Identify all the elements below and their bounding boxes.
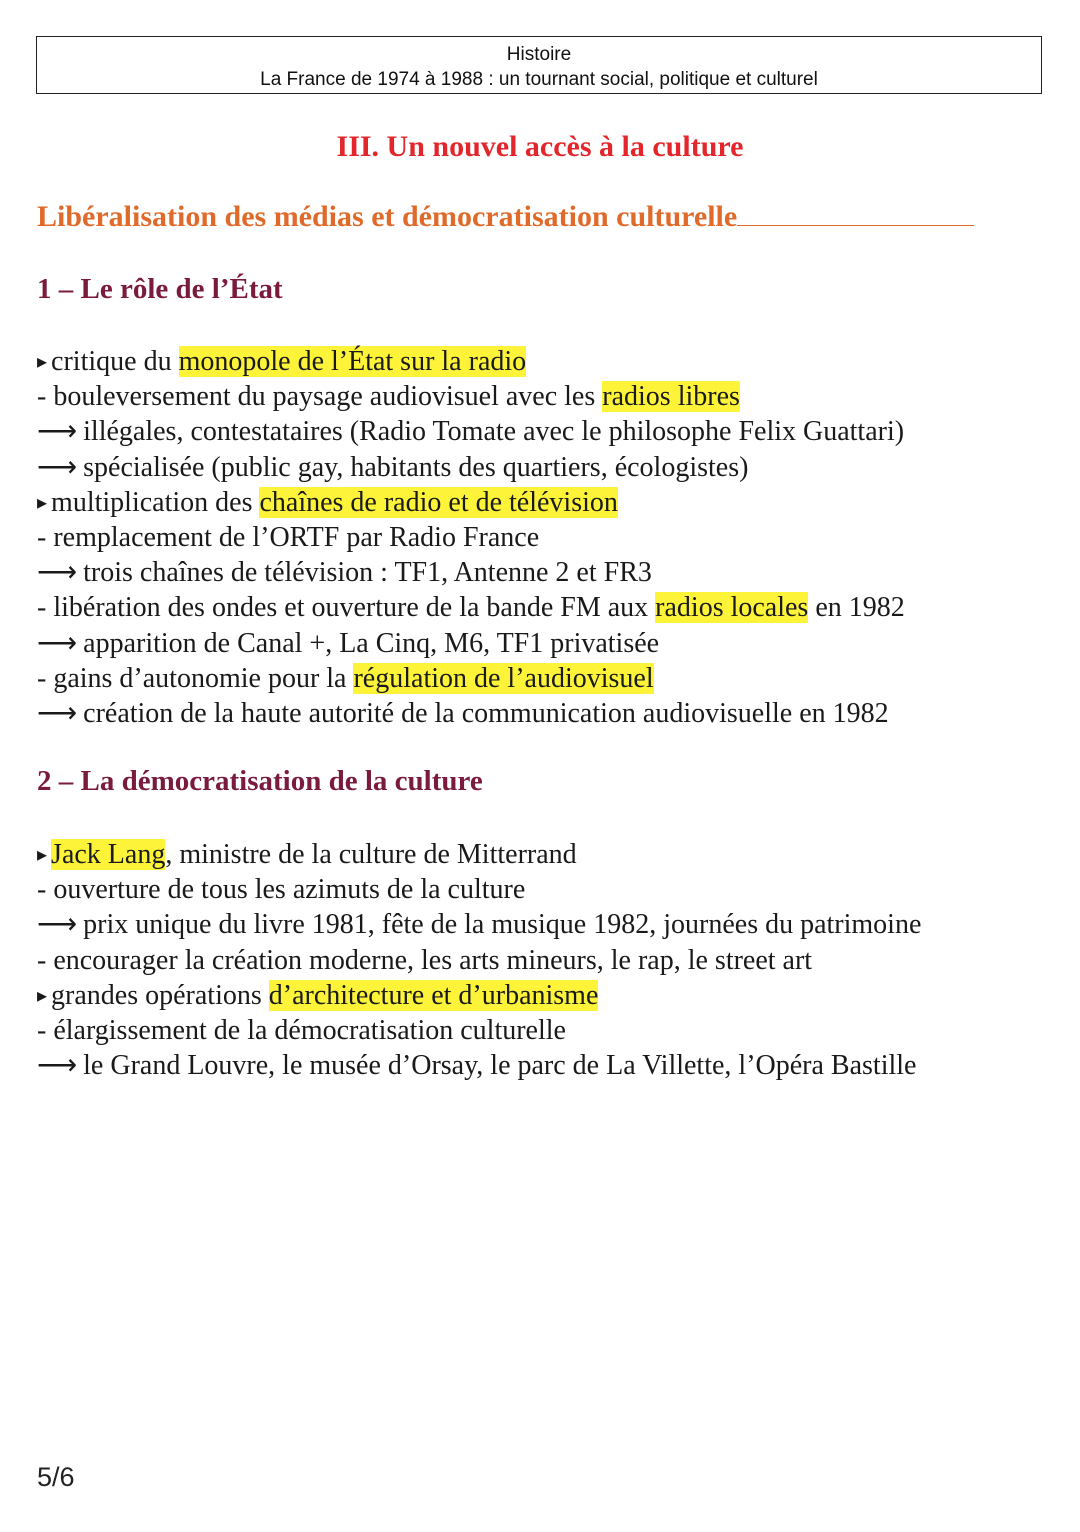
bullet-line	[37, 590, 905, 625]
line-text-after: , ministre de la culture de Mitterrand	[165, 839, 577, 870]
line-text: encourager la création moderne, les arts mineurs, le rap, le street art	[53, 944, 813, 976]
arrow-bullet-icon: ⟶	[37, 909, 78, 941]
dash-bullet: -	[37, 521, 47, 553]
line-text: élargissement de la démocratisation culturelle	[53, 1014, 566, 1046]
line-text: critique du	[51, 346, 179, 377]
triangle-bullet-icon: ▸	[37, 844, 48, 866]
line-text: spécialisée (public gay, habitants des quartiers, écologistes)	[83, 451, 749, 483]
bullet-line	[37, 485, 905, 520]
line-text: illégales, contestataires (Radio Tomate avec le philosophe Felix Guattari)	[83, 416, 905, 448]
bullet-line	[37, 907, 921, 942]
part1-lines	[37, 344, 905, 731]
highlighted-text: d’architecture et d’urbanisme	[268, 979, 599, 1011]
triangle-bullet-icon: ▸	[37, 351, 48, 373]
section-title	[37, 200, 1040, 234]
bullet-line	[37, 943, 921, 978]
line-text: bouleversement du paysage audiovisuel avec les	[53, 381, 603, 413]
bullet-line	[37, 414, 905, 449]
bullet-line	[37, 1048, 921, 1083]
arrow-bullet-icon: ⟶	[37, 557, 78, 589]
triangle-bullet-icon: ▸	[37, 491, 48, 514]
line-text: apparition de Canal +, La Cinq, M6, TF1 privatisée	[83, 627, 660, 659]
line-text: grandes opérations	[51, 979, 269, 1011]
dash-bullet: -	[37, 381, 47, 413]
bullet-line	[37, 520, 905, 555]
highlighted-text: régulation de l’audiovisuel	[353, 662, 654, 694]
section-title-text: Libéralisation des médias et démocratisation culturelle	[37, 200, 738, 233]
bullet-line	[37, 626, 905, 661]
line-text: libération des ondes et ouverture de la bande FM aux	[53, 592, 656, 624]
section-title-rule	[737, 224, 974, 226]
part2-lines	[37, 837, 921, 1083]
arrow-bullet-icon: ⟶	[37, 416, 78, 448]
bullet-line	[37, 555, 905, 590]
line-text-after: en 1982	[808, 592, 905, 624]
part2-title: 2 – La démocratisation de la culture	[37, 765, 483, 797]
line-text: remplacement de l’ORTF par Radio France	[53, 521, 540, 553]
dash-bullet: -	[37, 592, 47, 624]
line-text: le Grand Louvre, le musée d’Orsay, le parc de La Villette, l’Opéra Bastille	[83, 1050, 917, 1082]
arrow-bullet-icon: ⟶	[37, 1050, 78, 1082]
bullet-line	[37, 661, 905, 696]
highlighted-text: radios libres	[602, 381, 740, 413]
page-number: 5/6	[37, 1462, 75, 1492]
bullet-line	[37, 978, 921, 1013]
highlighted-text: monopole de l’État sur la radio	[178, 346, 527, 377]
highlighted-text: radios locales	[655, 592, 809, 624]
part1-title: 1 – Le rôle de l’État	[37, 273, 283, 305]
bullet-line	[37, 450, 905, 485]
triangle-bullet-icon: ▸	[37, 984, 48, 1007]
arrow-bullet-icon: ⟶	[37, 451, 78, 483]
bullet-line	[37, 379, 905, 414]
arrow-bullet-icon: ⟶	[37, 627, 78, 659]
line-text: création de la haute autorité de la communication audiovisuelle en 1982	[83, 697, 889, 729]
highlighted-text: Jack Lang	[51, 839, 166, 870]
line-text: trois chaînes de télévision : TF1, Antenne 2 et FR3	[83, 557, 652, 589]
bullet-line	[37, 344, 905, 379]
dash-bullet: -	[37, 944, 47, 976]
bullet-line	[37, 696, 905, 731]
dash-bullet: -	[37, 662, 47, 694]
header-box	[36, 36, 1042, 94]
bullet-line	[37, 1013, 921, 1048]
header-subject: Histoire	[506, 44, 572, 65]
line-text: prix unique du livre 1981, fête de la musique 1982, journées du patrimoine	[83, 909, 922, 941]
bullet-line	[37, 872, 921, 907]
line-text: ouverture de tous les azimuts de la culture	[53, 874, 526, 906]
dash-bullet: -	[37, 874, 47, 906]
line-text: gains d’autonomie pour la	[53, 662, 354, 694]
header-chapter: La France de 1974 à 1988 : un tournant social, politique et culturel	[260, 69, 818, 90]
line-text: multiplication des	[51, 486, 260, 518]
bullet-line	[37, 837, 921, 872]
highlighted-text: chaînes de radio et de télévision	[259, 486, 618, 518]
dash-bullet: -	[37, 1014, 47, 1046]
arrow-bullet-icon: ⟶	[37, 697, 78, 729]
main-title: III. Un nouvel accès à la culture	[336, 130, 744, 163]
